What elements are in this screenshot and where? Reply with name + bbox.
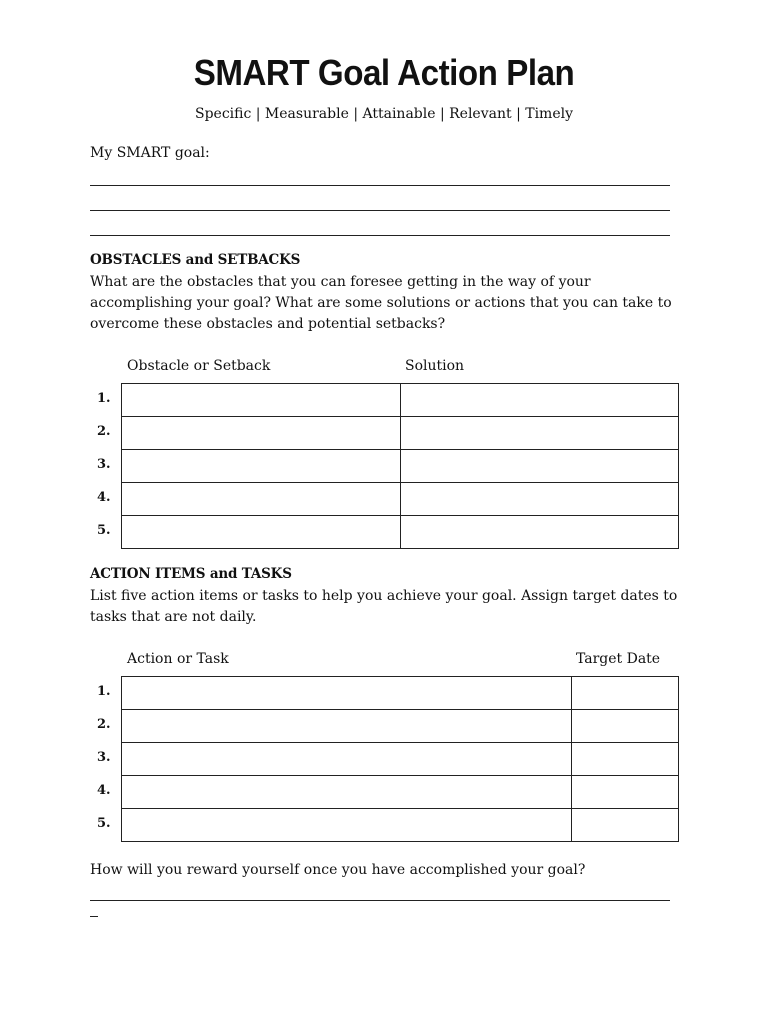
- table-row: [122, 710, 679, 743]
- action-row-number: 3.: [97, 750, 111, 765]
- target-date-cell[interactable]: [572, 776, 679, 809]
- obstacle-cell[interactable]: [122, 384, 401, 417]
- obstacles-heading: OBSTACLES and SETBACKS: [90, 252, 301, 268]
- obstacle-cell[interactable]: [122, 417, 401, 450]
- target-date-column-header: Target Date: [576, 651, 661, 667]
- action-cell[interactable]: [122, 776, 572, 809]
- reward-question: How will you reward yourself once you have accomplished your goal?: [90, 862, 586, 878]
- obstacle-row-number: 4.: [97, 490, 111, 505]
- solution-cell[interactable]: [401, 516, 679, 549]
- obstacle-column-header: Obstacle or Setback: [127, 358, 271, 374]
- solution-cell[interactable]: [401, 417, 679, 450]
- table-row: [122, 516, 679, 549]
- target-date-cell[interactable]: [572, 809, 679, 842]
- obstacle-cell[interactable]: [122, 516, 401, 549]
- reward-answer-line[interactable]: [90, 900, 670, 901]
- action-cell[interactable]: [122, 809, 572, 842]
- target-date-cell[interactable]: [572, 677, 679, 710]
- goal-line-1[interactable]: [90, 185, 670, 186]
- goal-label: My SMART goal:: [90, 145, 210, 161]
- obstacle-row-number: 1.: [97, 391, 111, 406]
- action-cell[interactable]: [122, 743, 572, 776]
- obstacle-cell[interactable]: [122, 450, 401, 483]
- obstacles-description: What are the obstacles that you can foresee getting in the way of your accomplishing your goal? What are some solutions or actions that you can take to overcome these obstacles and potential setbacks?: [90, 274, 672, 332]
- solution-cell[interactable]: [401, 483, 679, 516]
- action-column-header: Action or Task: [127, 651, 229, 667]
- action-row-number: 5.: [97, 816, 111, 831]
- action-cell[interactable]: [122, 710, 572, 743]
- solution-cell[interactable]: [401, 384, 679, 417]
- action-row-number: 1.: [97, 684, 111, 699]
- obstacle-row-number: 5.: [97, 523, 111, 538]
- solution-cell[interactable]: [401, 450, 679, 483]
- obstacle-row-number: 2.: [97, 424, 111, 439]
- actions-table: [121, 676, 679, 842]
- table-row: [122, 809, 679, 842]
- table-row: [122, 384, 679, 417]
- goal-line-2[interactable]: [90, 210, 670, 211]
- action-row-number: 4.: [97, 783, 111, 798]
- goal-line-3[interactable]: [90, 235, 670, 236]
- obstacle-row-number: 3.: [97, 457, 111, 472]
- table-row: [122, 417, 679, 450]
- obstacle-cell[interactable]: [122, 483, 401, 516]
- page-title: SMART Goal Action Plan: [193, 52, 575, 93]
- reward-answer-line-end: [90, 916, 98, 917]
- actions-description: List five action items or tasks to help you achieve your goal. Assign target dates to tasks that are not daily.: [90, 588, 678, 625]
- target-date-cell[interactable]: [572, 710, 679, 743]
- table-row: [122, 776, 679, 809]
- action-row-number: 2.: [97, 717, 111, 732]
- table-row: [122, 450, 679, 483]
- table-row: [122, 743, 679, 776]
- table-row: [122, 677, 679, 710]
- solution-column-header: Solution: [405, 358, 465, 374]
- actions-heading: ACTION ITEMS and TASKS: [90, 566, 292, 582]
- action-cell[interactable]: [122, 677, 572, 710]
- obstacles-table: [121, 383, 679, 549]
- target-date-cell[interactable]: [572, 743, 679, 776]
- page-subtitle: Specific | Measurable | Attainable | Relevant | Timely: [194, 106, 573, 122]
- table-row: [122, 483, 679, 516]
